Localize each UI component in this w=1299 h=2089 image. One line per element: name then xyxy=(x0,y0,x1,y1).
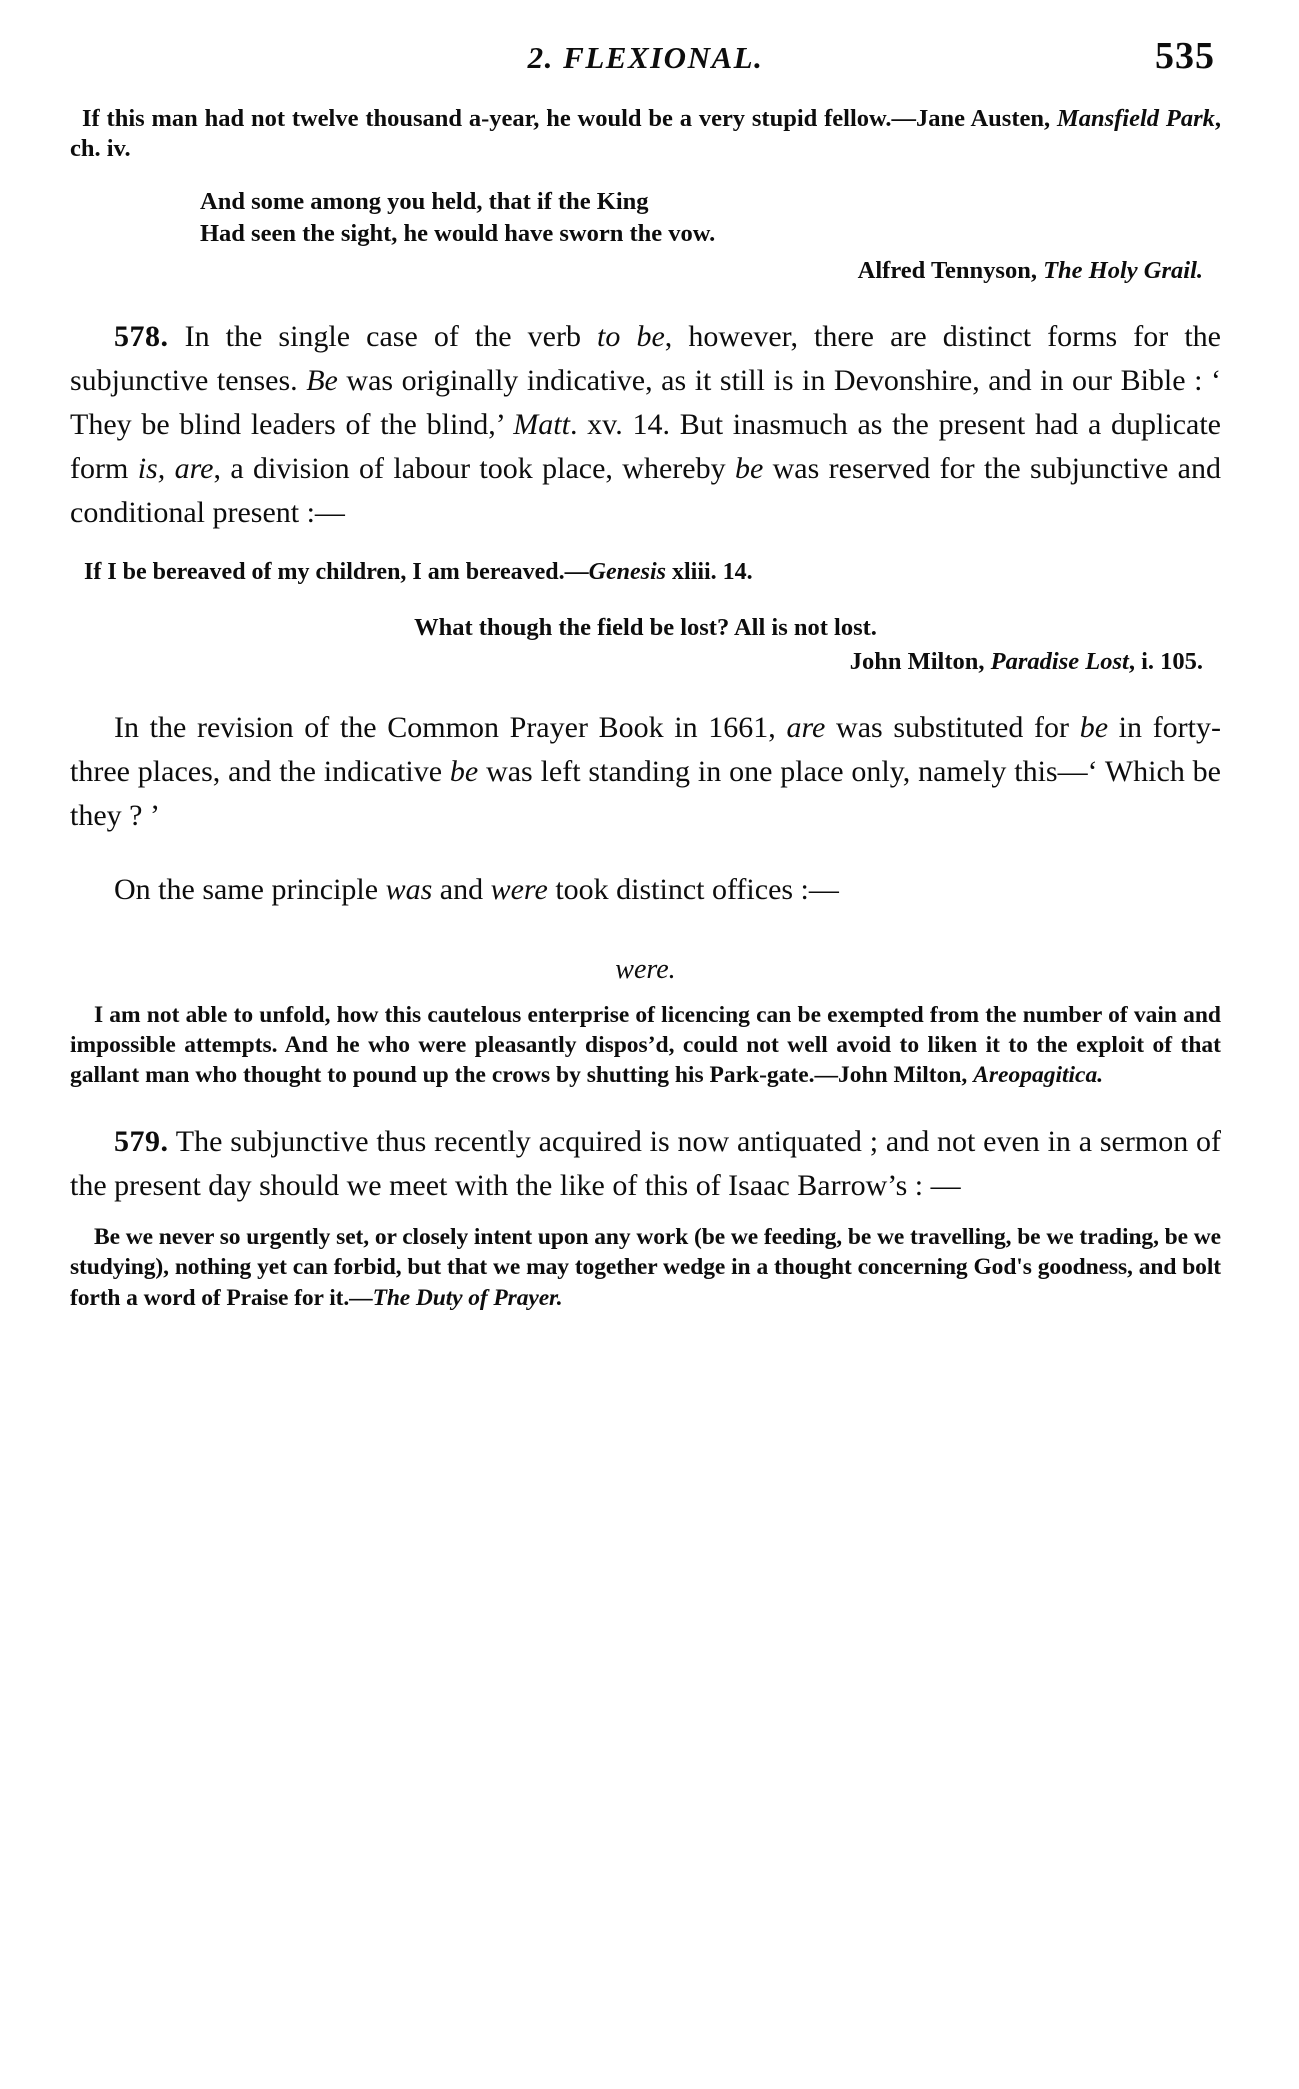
quote-milton-line: What though the field be lost? All is not lost. xyxy=(414,613,877,641)
paragraph-same-principle xyxy=(70,868,1221,912)
attrib-milton-author: John Milton, xyxy=(849,647,991,675)
verse-line-1: And some among you held, that if the King xyxy=(200,187,649,215)
pb-i2: be xyxy=(1079,710,1109,744)
p578-e: , a division of labour took place, whereby xyxy=(213,452,735,486)
p578-i3: Matt xyxy=(513,408,570,442)
attrib-milton xyxy=(70,648,1221,676)
p578-f: was reserved for the subjunctive and conditional present :— xyxy=(70,452,1221,530)
page-number: 535 xyxy=(1155,35,1215,77)
sp-i1: was xyxy=(385,872,433,906)
p578-b: , however, there are distinct forms for the subjunctive tenses. xyxy=(70,319,1221,397)
paragraph-578 xyxy=(70,315,1221,535)
attrib-milton-ref: , i. 105. xyxy=(1128,647,1203,675)
attrib-milton-work: Paradise Lost xyxy=(990,647,1129,675)
quote-barrow-work2: of Prayer. xyxy=(462,1284,563,1311)
sp-i2: were xyxy=(490,872,548,906)
pb-i3: be xyxy=(449,754,479,788)
quote-genesis-ref: xliii. 14. xyxy=(665,559,753,586)
pb-d: was left standing in one place only, namely this—‘ Which be they ? ’ xyxy=(70,754,1221,832)
attrib-tennyson xyxy=(70,257,1221,285)
sp-b: and xyxy=(432,872,491,906)
quote-areopagitica-work: Areopagitica. xyxy=(973,1062,1104,1089)
pb-i1: are xyxy=(786,710,826,744)
page-header xyxy=(70,30,1221,104)
sp-c: took distinct offices :— xyxy=(547,872,839,906)
p578-i4: is, are xyxy=(137,452,214,486)
attrib-tennyson-work: The Holy Grail. xyxy=(1043,256,1203,284)
quote-barrow-work: The Duty xyxy=(372,1284,463,1311)
p578-d: . xv. 14. But inasmuch as the present had a duplicate form xyxy=(70,408,1221,486)
section-number-578: 578. xyxy=(114,319,169,353)
p578-a: In the single case of the verb xyxy=(168,319,598,353)
pb-b: was substituted for xyxy=(825,710,1080,744)
section-number-579: 579. xyxy=(114,1125,169,1159)
p578-i1: to be xyxy=(597,319,665,353)
quote-genesis-text: If I be bereaved of my children, I am bereaved.— xyxy=(84,559,589,586)
p578-i5: be xyxy=(734,452,764,486)
pb-c: in forty-three places, and the indicative xyxy=(70,710,1221,788)
pb-a: In the revision of the Common Prayer Book in 1661, xyxy=(114,710,787,744)
quote-areopagitica xyxy=(70,1000,1221,1090)
attrib-tennyson-author: Alfred Tennyson, xyxy=(857,256,1044,284)
p578-i2: Be xyxy=(306,364,338,397)
running-head-title: 2. FLEXIONAL. xyxy=(527,40,764,75)
quote-austen-work: Mansfield Park xyxy=(1056,105,1215,132)
quote-genesis xyxy=(70,557,1221,587)
quote-genesis-work: Genesis xyxy=(588,559,666,586)
quote-austen-ref: , ch. iv. xyxy=(70,105,1221,162)
quote-austen-text: If this man had not twelve thousand a-year, he would be a very stupid fellow.—Jane Austen, xyxy=(82,105,1057,132)
verse-line-2: Had seen the sight, he would have sworn the vow. xyxy=(200,220,716,248)
sp-a: On the same principle xyxy=(114,872,386,906)
quote-tennyson-verse xyxy=(200,186,1221,251)
p578-c: was originally indicative, as it still is in Devonshire, and in our Bible : ‘ They be blind leaders of the blind,’ xyxy=(70,364,1221,442)
paragraph-prayer-book xyxy=(70,706,1221,838)
quote-areopagitica-text: I am not able to unfold, how this cautelous enterprise of licencing can be exempted from the number of vain and impossible attempts. And he who were pleasantly dispos’d, could not well avoid to liken it to the exploit of that gallant man who thought to pound up the crows by shutting his Park-gate.—John Milton, xyxy=(70,1001,1221,1089)
quote-austen xyxy=(70,104,1221,164)
p579-text: The subjunctive thus recently acquired is now antiquated ; and not even in a sermon of the present day should we meet with the like of this of Isaac Barrow’s : — xyxy=(70,1125,1221,1203)
paragraph-579 xyxy=(70,1120,1221,1208)
subheading-were: were. xyxy=(615,953,676,985)
quote-barrow-text: Be we never so urgently set, or closely intent upon any work (be we feeding, be we travelling, be we trading, be we studying), nothing yet can forbid, but that we may together wedge in a thought concerning God's goodness, and bolt forth a word of Praise for it.— xyxy=(70,1224,1221,1311)
quote-barrow xyxy=(70,1222,1221,1312)
